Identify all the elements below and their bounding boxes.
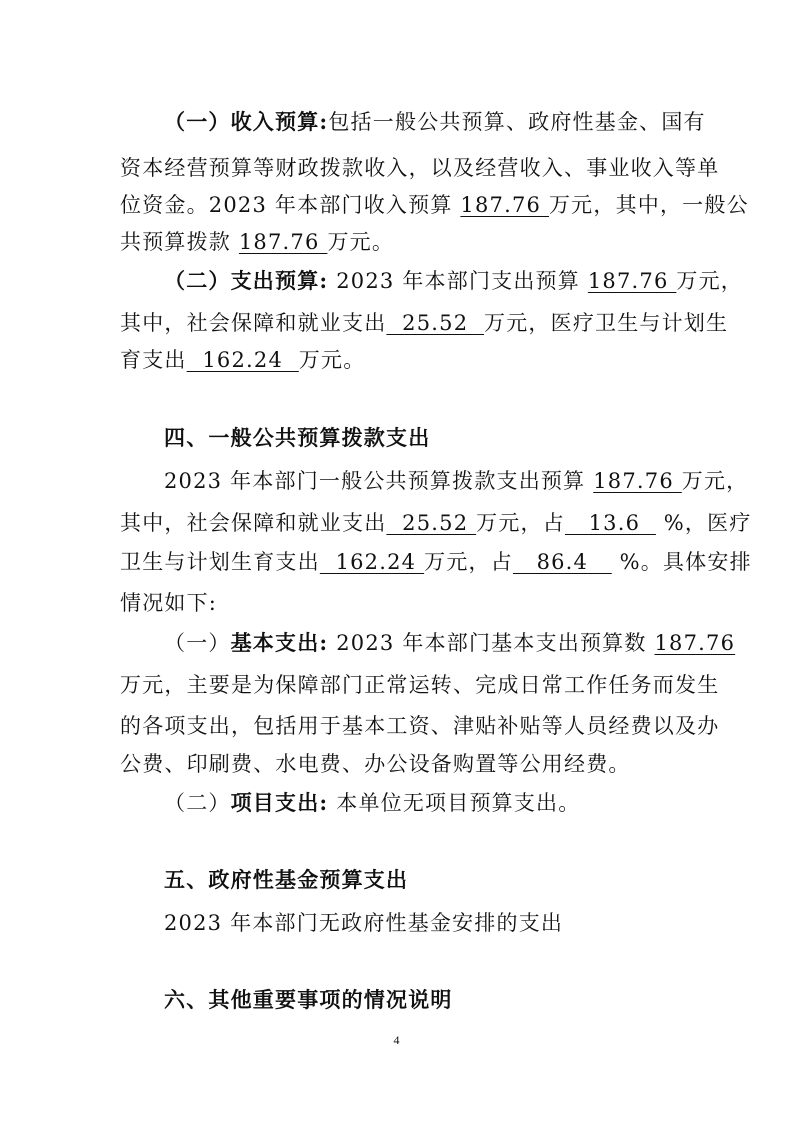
project-expense-paren: （二） <box>164 791 231 815</box>
income-line-3-post: 万元，其中，一般公 <box>548 193 749 217</box>
project-expense-line <box>164 792 580 814</box>
section-4-line-1-pre: 2023 年本部门一般公共预算拨款支出预算 <box>164 469 594 493</box>
basic-expense-line-4: 公费、印刷费、水电费、办公设备购置等公用经费。 <box>120 752 631 776</box>
social-security-amount: 25.52 <box>386 311 485 335</box>
section-4-line-3 <box>120 552 752 573</box>
basic-expense-line-1 <box>164 632 735 654</box>
section-4-line-2-mid: 万元，占 <box>476 511 565 535</box>
section-4-line-2-pre: 其中，社会保障和就业支出 <box>120 511 387 535</box>
section-4-line-3-mid: 万元，占 <box>424 550 513 574</box>
social-security-percent: 13.6 <box>564 511 656 535</box>
healthcare-expense-amount: 162.24 <box>319 550 425 574</box>
section-4-line-3-pre: 卫生与计划生育支出 <box>120 550 320 574</box>
income-line-2: 资本经营预算等财政拨款收入，以及经营收入、事业收入等单 <box>120 156 720 180</box>
section-4-line-2 <box>120 513 752 534</box>
income-line-3 <box>120 195 749 216</box>
basic-expense-line-2: 万元，主要是为保障部门正常运转、完成日常工作任务而发生 <box>120 673 720 697</box>
expense-line-3-pre: 育支出 <box>120 348 187 372</box>
income-budget-label: （一）收入预算: <box>164 109 329 134</box>
section-6-title: 六、其他重要事项的情况说明 <box>164 988 453 1012</box>
expense-line-2-pre: 其中，社会保障和就业支出 <box>120 311 387 335</box>
expense-budget-label: （二）支出预算: <box>164 268 329 293</box>
expense-line-1-pre: 2023 年本部门支出预算 <box>328 269 588 293</box>
basic-expense-paren: （一） <box>164 631 231 655</box>
expense-total-amount: 187.76 <box>587 269 677 293</box>
general-budget-expense-amount: 187.76 <box>593 469 682 493</box>
expense-line-3-post: 万元。 <box>298 348 366 372</box>
section-4-line-1-post: 万元， <box>681 469 749 493</box>
healthcare-percent: 86.4 <box>512 550 612 574</box>
income-total-amount: 187.76 <box>460 193 549 217</box>
income-line-1-text: 包括一般公共预算、政府性基金、国有 <box>328 110 706 134</box>
section-5-title: 五、政府性基金预算支出 <box>164 868 409 892</box>
income-line-4-post: 万元。 <box>327 230 395 254</box>
income-line-1 <box>164 111 706 133</box>
income-line-3-pre: 位资金。2023 年本部门收入预算 <box>120 193 461 217</box>
general-budget-amount: 187.76 <box>238 230 328 254</box>
project-expense-text: 本单位无项目预算支出。 <box>328 791 581 815</box>
section-5-text: 2023 年本部门无政府性基金安排的支出 <box>164 911 564 935</box>
basic-expense-line-3: 的各项支出，包括用于基本工资、津贴补贴等人员经费以及办 <box>120 714 720 738</box>
expense-line-1 <box>164 270 743 292</box>
basic-expense-label: 基本支出: <box>230 630 329 655</box>
section-4-line-3-post: %。具体安排 <box>611 550 752 574</box>
basic-expense-amount: 187.76 <box>654 631 736 655</box>
section-4-line-4: 情况如下: <box>120 591 218 615</box>
expense-line-2-post: 万元，医疗卫生与计划生 <box>484 311 729 335</box>
social-security-expense-amount: 25.52 <box>386 511 477 535</box>
basic-expense-line-1-pre: 2023 年本部门基本支出预算数 <box>328 631 655 655</box>
income-line-4-pre: 共预算拨款 <box>120 230 239 254</box>
section-4-line-2-post: %，医疗 <box>655 511 752 535</box>
healthcare-amount: 162.24 <box>186 348 299 372</box>
section-4-line-1 <box>164 471 748 492</box>
page-number: 4 <box>393 1033 400 1047</box>
income-line-4 <box>120 232 394 253</box>
project-expense-label: 项目支出: <box>230 790 329 815</box>
expense-line-1-post: 万元， <box>676 269 743 293</box>
expense-line-3 <box>120 350 365 371</box>
section-4-title: 四、一般公共预算拨款支出 <box>164 426 431 450</box>
expense-line-2 <box>120 313 728 334</box>
